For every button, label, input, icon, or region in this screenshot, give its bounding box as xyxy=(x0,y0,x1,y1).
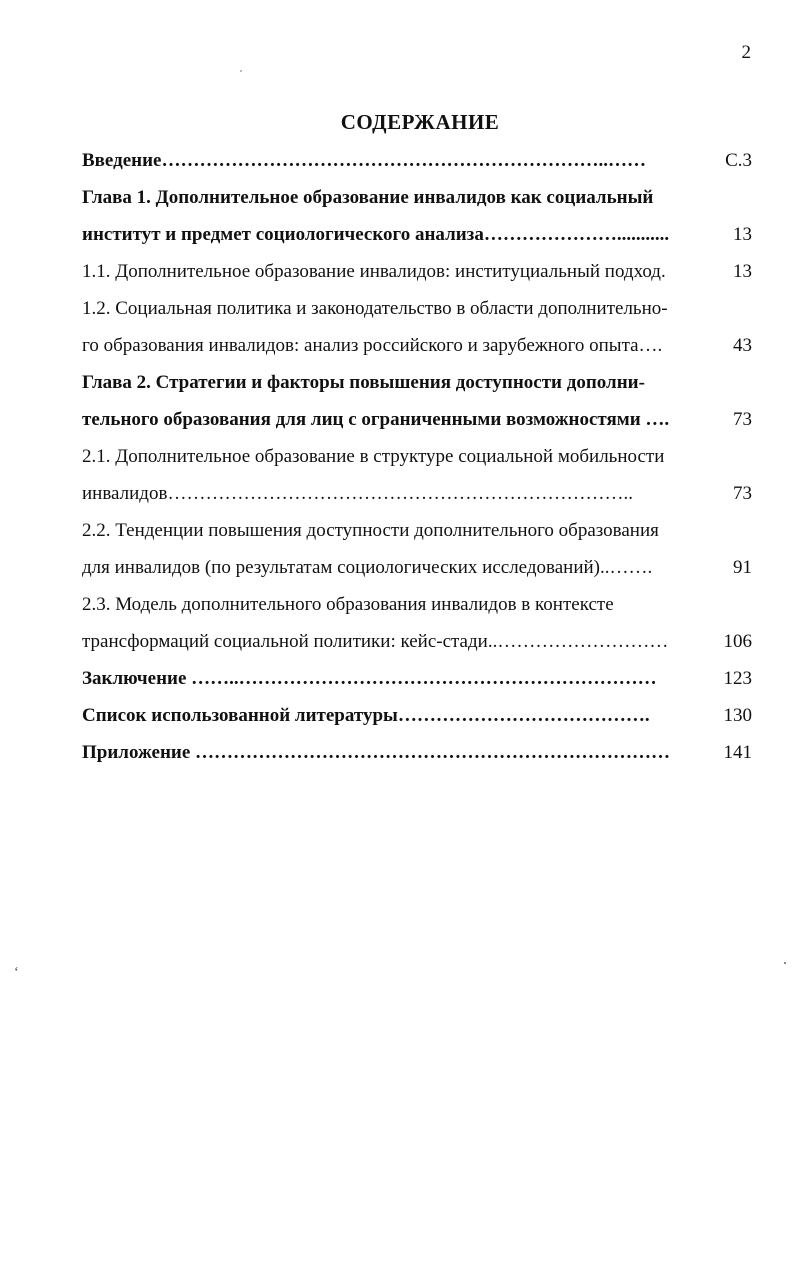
toc-entry-page: 106 xyxy=(723,631,752,652)
toc-entry-text: Глава 2. Стратегии и факторы повышения доступности дополни- xyxy=(82,372,645,393)
toc-entry xyxy=(82,179,752,253)
toc-entry xyxy=(82,364,752,438)
toc-entry-text: инвалидов……………………………………………………………….. xyxy=(82,483,633,504)
toc-entry xyxy=(82,253,752,290)
toc-entry-page: 13 xyxy=(733,224,752,245)
toc-entry-page: 123 xyxy=(723,668,752,689)
stray-dot xyxy=(784,962,786,964)
table-of-contents xyxy=(82,142,752,771)
toc-entry-text: го образования инвалидов: анализ российского и зарубежного опыта…. xyxy=(82,335,663,356)
toc-entry-page: 73 xyxy=(733,409,752,430)
toc-entry xyxy=(82,438,752,512)
toc-entry-text: 1.1. Дополнительное образование инвалидов: институциальный подход. xyxy=(82,261,666,282)
toc-entry xyxy=(82,290,752,364)
toc-entry-text: 1.2. Социальная политика и законодательство в области дополнительно- xyxy=(82,298,668,319)
toc-entry-page: 91 xyxy=(733,557,752,578)
toc-entry-text: Глава 1. Дополнительное образование инвалидов как социальный xyxy=(82,187,654,208)
toc-entry-page: С.3 xyxy=(725,150,752,171)
toc-entry-text: трансформаций социальной политики: кейс-стади..……………………… xyxy=(82,631,669,652)
toc-entry-page: 73 xyxy=(733,483,752,504)
stray-mark: ʻ xyxy=(14,965,19,980)
toc-entry xyxy=(82,734,752,771)
toc-entry-text: 2.3. Модель дополнительного образования инвалидов в контексте xyxy=(82,594,614,615)
toc-entry-text: Введение……………………………………………………………..…… xyxy=(82,150,646,171)
toc-entry-text: Приложение ………………………………………………………………… xyxy=(82,742,671,763)
stray-dot xyxy=(240,70,242,72)
toc-entry-page: 13 xyxy=(733,261,752,282)
toc-entry xyxy=(82,512,752,586)
toc-entry xyxy=(82,697,752,734)
toc-entry-text: 2.1. Дополнительное образование в структуре социальной мобильности xyxy=(82,446,665,467)
toc-entry xyxy=(82,660,752,697)
toc-title: СОДЕРЖАНИЕ xyxy=(340,110,500,134)
toc-entry-page: 43 xyxy=(733,335,752,356)
toc-entry-text: тельного образования для лиц с ограниченными возможностями …. xyxy=(82,409,670,430)
toc-entry-text: 2.2. Тенденции повышения доступности дополнительного образования xyxy=(82,520,659,541)
toc-entry-text: Заключение ……..………………………………………………………… xyxy=(82,668,657,689)
toc-entry xyxy=(82,142,752,179)
page-number: 2 xyxy=(741,42,751,63)
toc-entry-page: 141 xyxy=(723,742,752,763)
toc-entry-text: Список использованной литературы…………………………………. xyxy=(82,705,650,726)
toc-entry xyxy=(82,586,752,660)
toc-entry-text: для инвалидов (по результатам социологических исследований)..……. xyxy=(82,557,653,578)
toc-entry-page: 130 xyxy=(723,705,752,726)
toc-entry-text: институт и предмет социологического анализа…………………........... xyxy=(82,224,670,245)
